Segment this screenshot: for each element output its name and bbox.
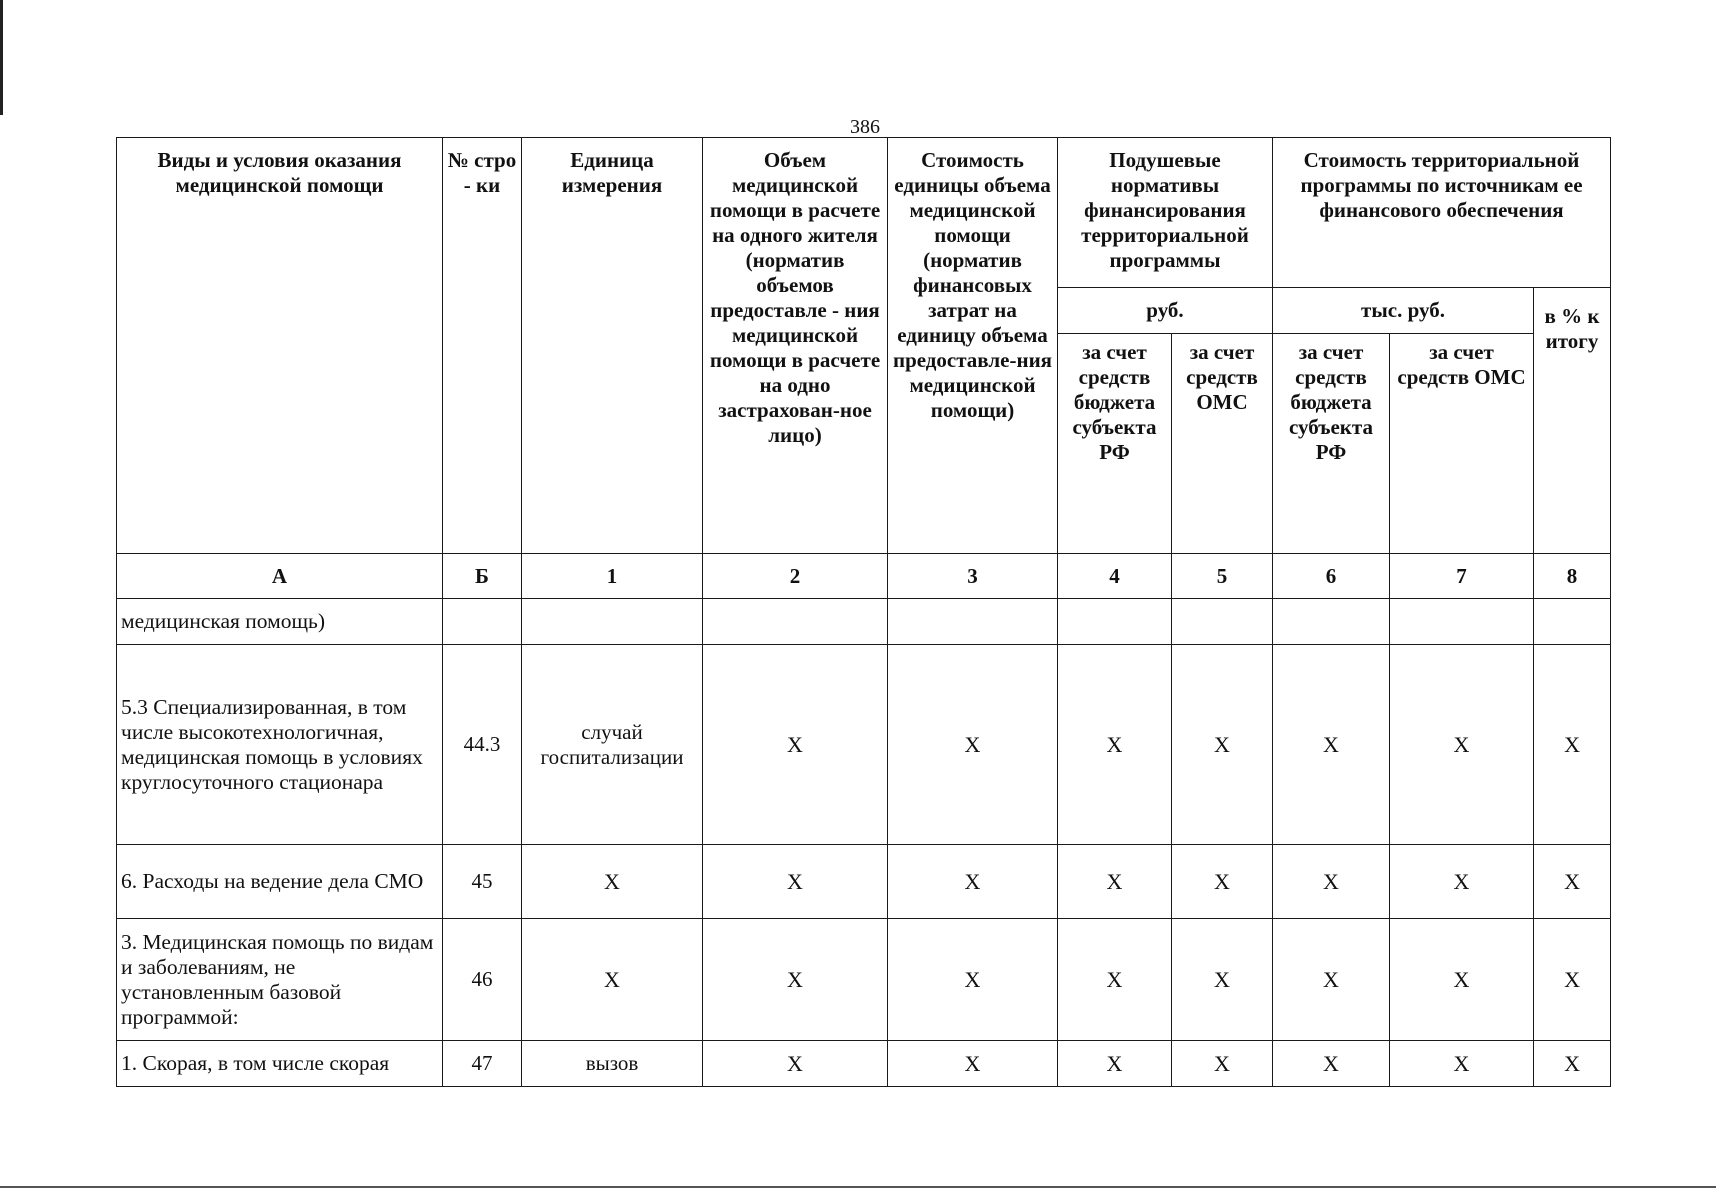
row-value: X: [888, 845, 1058, 919]
program-cost-table: [116, 137, 1611, 1087]
row-value: [1534, 599, 1611, 645]
column-number-row: [117, 554, 1611, 599]
row-value: X: [1273, 645, 1390, 845]
row-value: X: [888, 645, 1058, 845]
row-name: медицинская помощь): [117, 599, 443, 645]
header-col-6: за счет средств бюджета субъекта РФ: [1273, 334, 1390, 554]
column-number: 2: [703, 554, 888, 599]
row-value: X: [703, 645, 888, 845]
row-value: X: [1172, 845, 1273, 919]
row-value: X: [1390, 645, 1534, 845]
column-number: А: [117, 554, 443, 599]
header-unit-thousand-rub: тыс. руб.: [1273, 288, 1534, 334]
column-number: 5: [1172, 554, 1273, 599]
row-value: X: [1390, 919, 1534, 1041]
column-number: 3: [888, 554, 1058, 599]
row-value: [888, 599, 1058, 645]
row-name: 6. Расходы на ведение дела СМО: [117, 845, 443, 919]
row-unit: [522, 599, 703, 645]
header-col-4: за счет средств бюджета субъекта РФ: [1058, 334, 1172, 554]
header-col-7: за счет средств ОМС: [1390, 334, 1534, 554]
header-unit-rub: руб.: [1058, 288, 1273, 334]
row-value: [1058, 599, 1172, 645]
row-value: [1172, 599, 1273, 645]
row-value: [1273, 599, 1390, 645]
table-row: [117, 1041, 1611, 1087]
table-row: [117, 845, 1611, 919]
header-col-3: Стоимость единицы объема медицинской помощи (норматив финансовых затрат на единицу объема предоставле-ния медицинской помощи): [888, 138, 1058, 554]
row-line-number: 44.3: [443, 645, 522, 845]
row-line-number: [443, 599, 522, 645]
row-unit: случай госпитализации: [522, 645, 703, 845]
row-value: X: [1058, 645, 1172, 845]
row-value: X: [1172, 1041, 1273, 1087]
table-row: [117, 645, 1611, 845]
row-unit: вызов: [522, 1041, 703, 1087]
column-number: 1: [522, 554, 703, 599]
table-row: [117, 919, 1611, 1041]
header-col-1: Единица измерения: [522, 138, 703, 554]
row-value: X: [1172, 645, 1273, 845]
column-number: Б: [443, 554, 522, 599]
row-value: X: [1058, 1041, 1172, 1087]
row-value: X: [888, 1041, 1058, 1087]
column-number: 7: [1390, 554, 1534, 599]
row-value: X: [1390, 845, 1534, 919]
header-col-8: в % к итогу: [1534, 288, 1611, 554]
row-value: X: [703, 919, 888, 1041]
row-value: X: [1273, 1041, 1390, 1087]
header-group-cost: Стоимость территориальной программы по источникам ее финансового обеспечения: [1273, 138, 1611, 288]
row-value: X: [1534, 645, 1611, 845]
row-unit: X: [522, 919, 703, 1041]
row-value: X: [703, 845, 888, 919]
column-number: 6: [1273, 554, 1390, 599]
row-value: X: [1390, 1041, 1534, 1087]
header-col-a: Виды и условия оказания медицинской помощи: [117, 138, 443, 554]
row-value: X: [1058, 845, 1172, 919]
row-name: 1. Скорая, в том числе скорая: [117, 1041, 443, 1087]
header-col-2: Объем медицинской помощи в расчете на одного жителя (норматив объемов предоставле - ния медицинской помощи в расчете на одно застрахован-ное лицо): [703, 138, 888, 554]
row-value: X: [1273, 919, 1390, 1041]
column-number: 8: [1534, 554, 1611, 599]
row-line-number: 46: [443, 919, 522, 1041]
scan-edge-bottom: [0, 1186, 1716, 1188]
row-value: X: [1058, 919, 1172, 1041]
row-unit: X: [522, 845, 703, 919]
table-row: [117, 599, 1611, 645]
row-value: X: [1534, 1041, 1611, 1087]
row-value: X: [1273, 845, 1390, 919]
row-value: [703, 599, 888, 645]
row-value: X: [1534, 919, 1611, 1041]
header-col-b: № стро - ки: [443, 138, 522, 554]
header-col-5: за счет средств ОМС: [1172, 334, 1273, 554]
row-value: X: [888, 919, 1058, 1041]
column-number: 4: [1058, 554, 1172, 599]
scan-edge-left: [0, 0, 3, 115]
header-group-per-capita: Подушевые нормативы финансирования территориальной программы: [1058, 138, 1273, 288]
row-value: X: [703, 1041, 888, 1087]
row-value: X: [1534, 845, 1611, 919]
page-number: 386: [850, 116, 880, 138]
row-name: 5.3 Специализированная, в том числе высокотехнологичная, медицинская помощь в условиях круглосуточного стационара: [117, 645, 443, 845]
row-value: [1390, 599, 1534, 645]
row-line-number: 47: [443, 1041, 522, 1087]
row-name: 3. Медицинская помощь по видам и заболеваниям, не установленным базовой программой:: [117, 919, 443, 1041]
row-line-number: 45: [443, 845, 522, 919]
header-row-1: [117, 138, 1611, 288]
row-value: X: [1172, 919, 1273, 1041]
